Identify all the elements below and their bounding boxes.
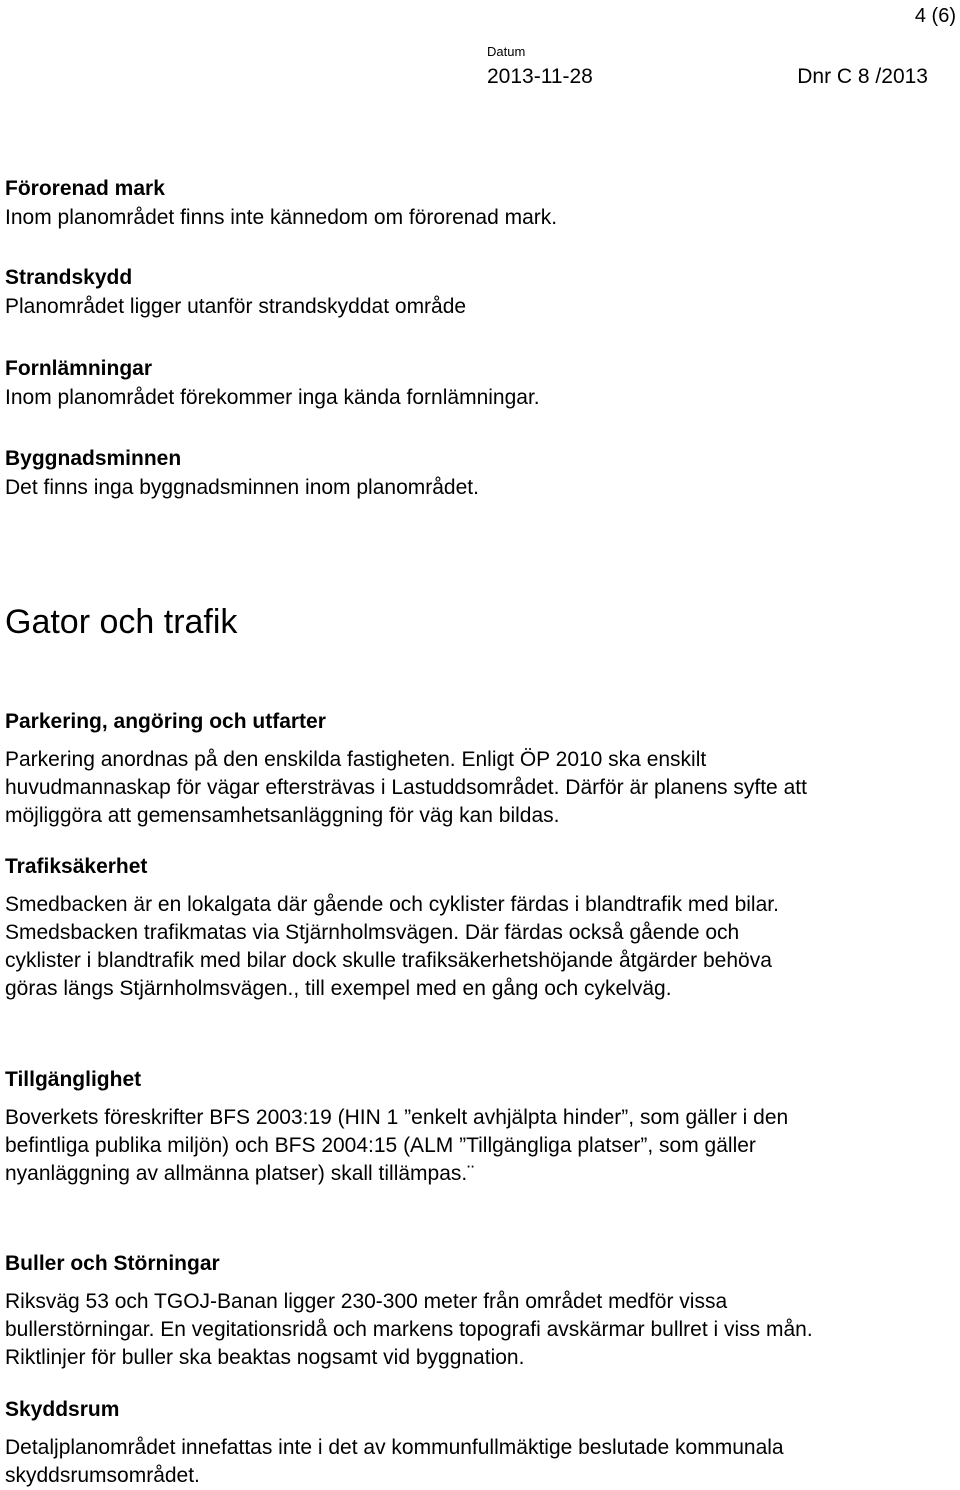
paragraph-line: befintliga publika miljön) och BFS 2004:15 (ALM ”Tillgängliga platser”, som gäller xyxy=(5,1134,756,1157)
chapter-heading: Gator och trafik xyxy=(5,603,238,641)
section-text: Planområdet ligger utanför strandskyddat område xyxy=(5,295,467,318)
page-number: 4 (6) xyxy=(914,5,956,27)
section-fornlamningar xyxy=(5,355,540,413)
document-date: 2013-11-28 xyxy=(487,65,593,88)
section-heading: Buller och Störningar xyxy=(5,1252,220,1275)
paragraph-line: skyddsrumsområdet. xyxy=(5,1464,200,1487)
section-heading: Skyddsrum xyxy=(5,1398,120,1421)
section-heading: Förorenad mark xyxy=(5,177,165,200)
section-buller xyxy=(5,1250,813,1372)
paragraph-line: göras längs Stjärnholmsvägen., till exempel med en gång och cykelväg. xyxy=(5,977,672,1000)
paragraph-line: Boverkets föreskrifter BFS 2003:19 (HIN 1 ”enkelt avhjälpta hinder”, som gäller i den xyxy=(5,1106,789,1129)
section-text: Inom planområdet finns inte kännedom om förorenad mark. xyxy=(5,206,558,229)
paragraph-line: Riktlinjer för buller ska beaktas nogsamt vid byggnation. xyxy=(5,1346,525,1369)
section-heading: Trafiksäkerhet xyxy=(5,855,148,878)
section-gator-och-trafik xyxy=(5,602,237,642)
paragraph-line: huvudmannaskap för vägar eftersträvas i Lastuddsområdet. Därför är planens syfte att xyxy=(5,776,807,799)
section-heading: Byggnadsminnen xyxy=(5,447,182,470)
paragraph-line: Detaljplanområdet innefattas inte i det av kommunfullmäktige beslutade kommunala xyxy=(5,1436,784,1459)
section-text: Inom planområdet förekommer inga kända fornlämningar. xyxy=(5,386,540,409)
paragraph-line: nyanläggning av allmänna platser) skall tillämpas.¨ xyxy=(5,1162,475,1185)
section-heading: Fornlämningar xyxy=(5,357,153,380)
paragraph-line: Parkering anordnas på den enskilda fastigheten. Enligt ÖP 2010 ska enskilt xyxy=(5,748,707,771)
document-number: Dnr C 8 /2013 xyxy=(797,65,928,88)
section-text: Det finns inga byggnadsminnen inom planområdet. xyxy=(5,476,479,499)
paragraph-line: bullerstörningar. En vegitationsridå och markens topografi avskärmar bullret i viss mån. xyxy=(5,1318,813,1341)
section-tillganglighet xyxy=(5,1066,788,1188)
section-fororenad-mark xyxy=(5,175,557,233)
date-label: Datum xyxy=(487,44,526,59)
paragraph-line: möjliggöra att gemensamhetsanläggning för väg kan bildas. xyxy=(5,804,560,827)
section-heading: Strandskydd xyxy=(5,266,133,289)
section-parkering xyxy=(5,708,807,830)
section-trafiksakerhet xyxy=(5,853,779,1003)
section-heading: Parkering, angöring och utfarter xyxy=(5,710,326,733)
section-strandskydd xyxy=(5,264,466,322)
paragraph-line: Smedbacken är en lokalgata där gående och cyklister färdas i blandtrafik med bilar. xyxy=(5,893,779,916)
section-byggnadsminnen xyxy=(5,445,479,503)
paragraph-line: Smedsbacken trafikmatas via Stjärnholmsvägen. Där färdas också gående och xyxy=(5,921,740,944)
paragraph-line: cyklister i blandtrafik med bilar dock skulle trafiksäkerhetshöjande åtgärder behöva xyxy=(5,949,772,972)
section-heading: Tillgänglighet xyxy=(5,1068,142,1091)
paragraph-line: Riksväg 53 och TGOJ-Banan ligger 230-300 meter från området medför vissa xyxy=(5,1290,728,1313)
section-skyddsrum xyxy=(5,1396,784,1490)
